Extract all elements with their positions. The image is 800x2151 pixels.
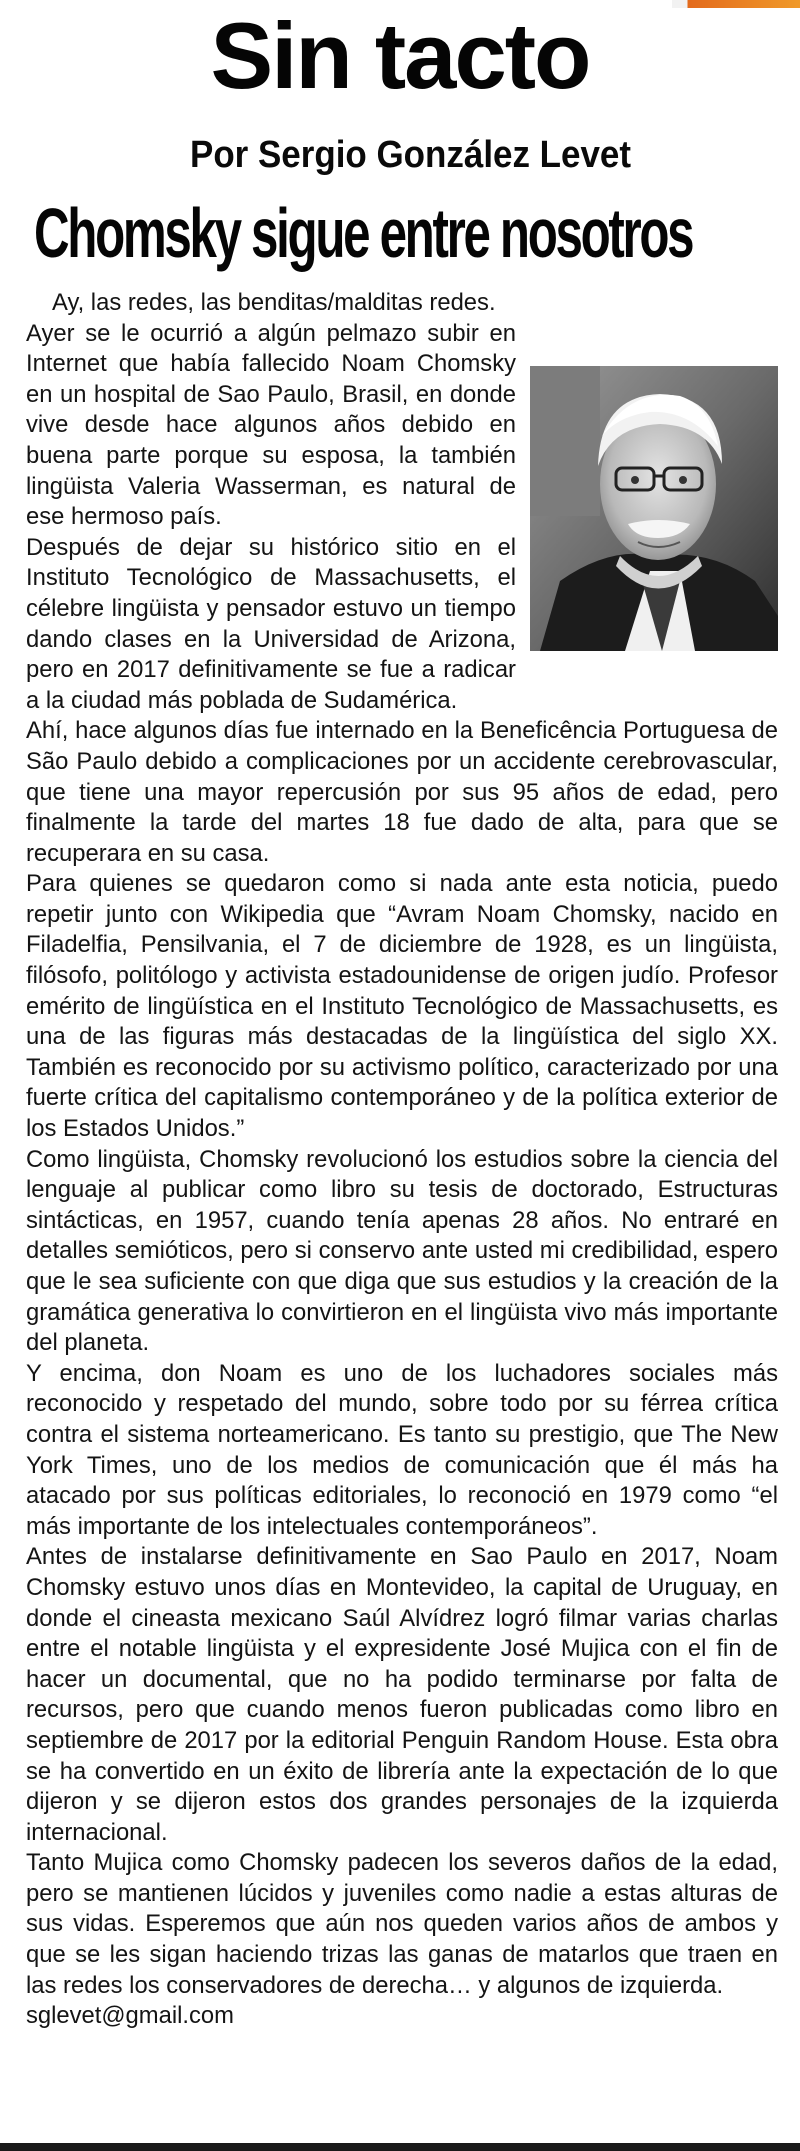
author-email-link[interactable]: sglevet@gmail.com (26, 2002, 234, 2030)
paragraph-6: Como lingüista, Chomsky revolucionó los estudios sobre la ciencia del lenguaje al publicar como libro su tesis de doctorado, Estructuras sintácticas, en 1957, cuando tenía apenas 28 años. No entraré en detalles semióticos, pero si conservo ante usted mi credibilidad, espero que le sea suficiente con que diga que sus estudios y la creación de la gramática generativa lo convirtieron en el lingüista vivo más importante del planeta. (26, 1145, 778, 1357)
paragraph-8: Antes de instalarse definitivamente en Sao Paulo en 2017, Noam Chomsky estuvo unos días en Montevideo, la capital de Uruguay, en donde el cineasta mexicano Saúl Alvídrez logró filmar varias charlas entre el notable lingüista y el expresidente José Mujica con el fin de hacer un documental, que no ha podido terminarse por falta de recursos, pero que cuando menos fueron publicadas como libro en septiembre de 2017 por la editorial Penguin Random House. Esta obra se ha convertido en un éxito de librería ante la expectación de lo que dijeron y se dijeron estos dos grandes personajes de la izquierda internacional. (26, 1543, 778, 1846)
paragraph-9: Tanto Mujica como Chomsky padecen los severos daños de la edad, pero se mantienen lúcidos y juveniles como nadie a estas alturas de sus vidas. Esperemos que aún nos queden varios años de ambos y que se les sigan haciendo trizas las ganas de matarlos que traen en las redes los conservadores de derecha… y algunos de izquierda. (26, 1849, 778, 1999)
headline: Chomsky sigue entre nosotros (34, 194, 693, 272)
paragraph-4: Ahí, hace algunos días fue internado en la Beneficência Portuguesa de São Paulo debido a complicaciones por un accidente cerebrovascular, que tiene una mayor repercusión por sus 95 años de edad, pero finalmente la tarde del martes 18 fue dado de alta, para que se recuperara en su casa. (26, 717, 778, 867)
byline: Por Sergio González Levet (190, 134, 631, 176)
paragraph-5: Para quienes se quedaron como si nada ante esta noticia, puedo repetir junto con Wikipedia que “Avram Noam Chomsky, nacido en Filadelfia, Pensilvania, el 7 de diciembre de 1928, es un lingüista, filósofo, politólogo y activista estadounidense de origen judío. Profesor emérito de lingüística en el Instituto Tecnológico de Massachusetts, es una de las figuras más destacadas de la lingüística del siglo XX. También es reconocido por su activismo político, caracterizado por una fuerte crítica del capitalismo contemporáneo y de la política exterior de los Estados Unidos.” (26, 870, 778, 1143)
paragraph-7: Y encima, don Noam es uno de los luchadores sociales más reconocido y respetado del mundo, sobre todo por su férrea crítica contra el sistema norteamericano. Es tanto su prestigio, que The New York Times, uno de los medios de comunicación que él más ha atacado por sus políticas editoriales, lo reconoció en 1979 como “el más importante de los intelectuales contemporáneos”. (26, 1359, 778, 1540)
column-name: Sin tacto (210, 3, 590, 108)
bottom-bar (0, 2143, 800, 2151)
paragraph-2: Ayer se le ocurrió a algún pelmazo subir en Internet que había fallecido Noam Chomsky en un hospital de Sao Paulo, Brasil, en donde vive desde hace algunos años debido en buena parte porque su esposa, la también lingüista Valeria Wasserman, es natural de ese hermoso país. (26, 319, 516, 531)
paragraph-1: Ay, las redes, las benditas/malditas redes. (52, 289, 496, 316)
photo-spacer (516, 288, 778, 658)
article-body (26, 288, 778, 2032)
paragraph-3: Después de dejar su histórico sitio en el Instituto Tecnológico de Massachusetts, el célebre lingüista y pensador estuvo un tiempo dando clases en la Universidad de Arizona, pero en 2017 definitivamente se fue a radicar a la ciudad más poblada de Sudamérica. (26, 533, 516, 714)
